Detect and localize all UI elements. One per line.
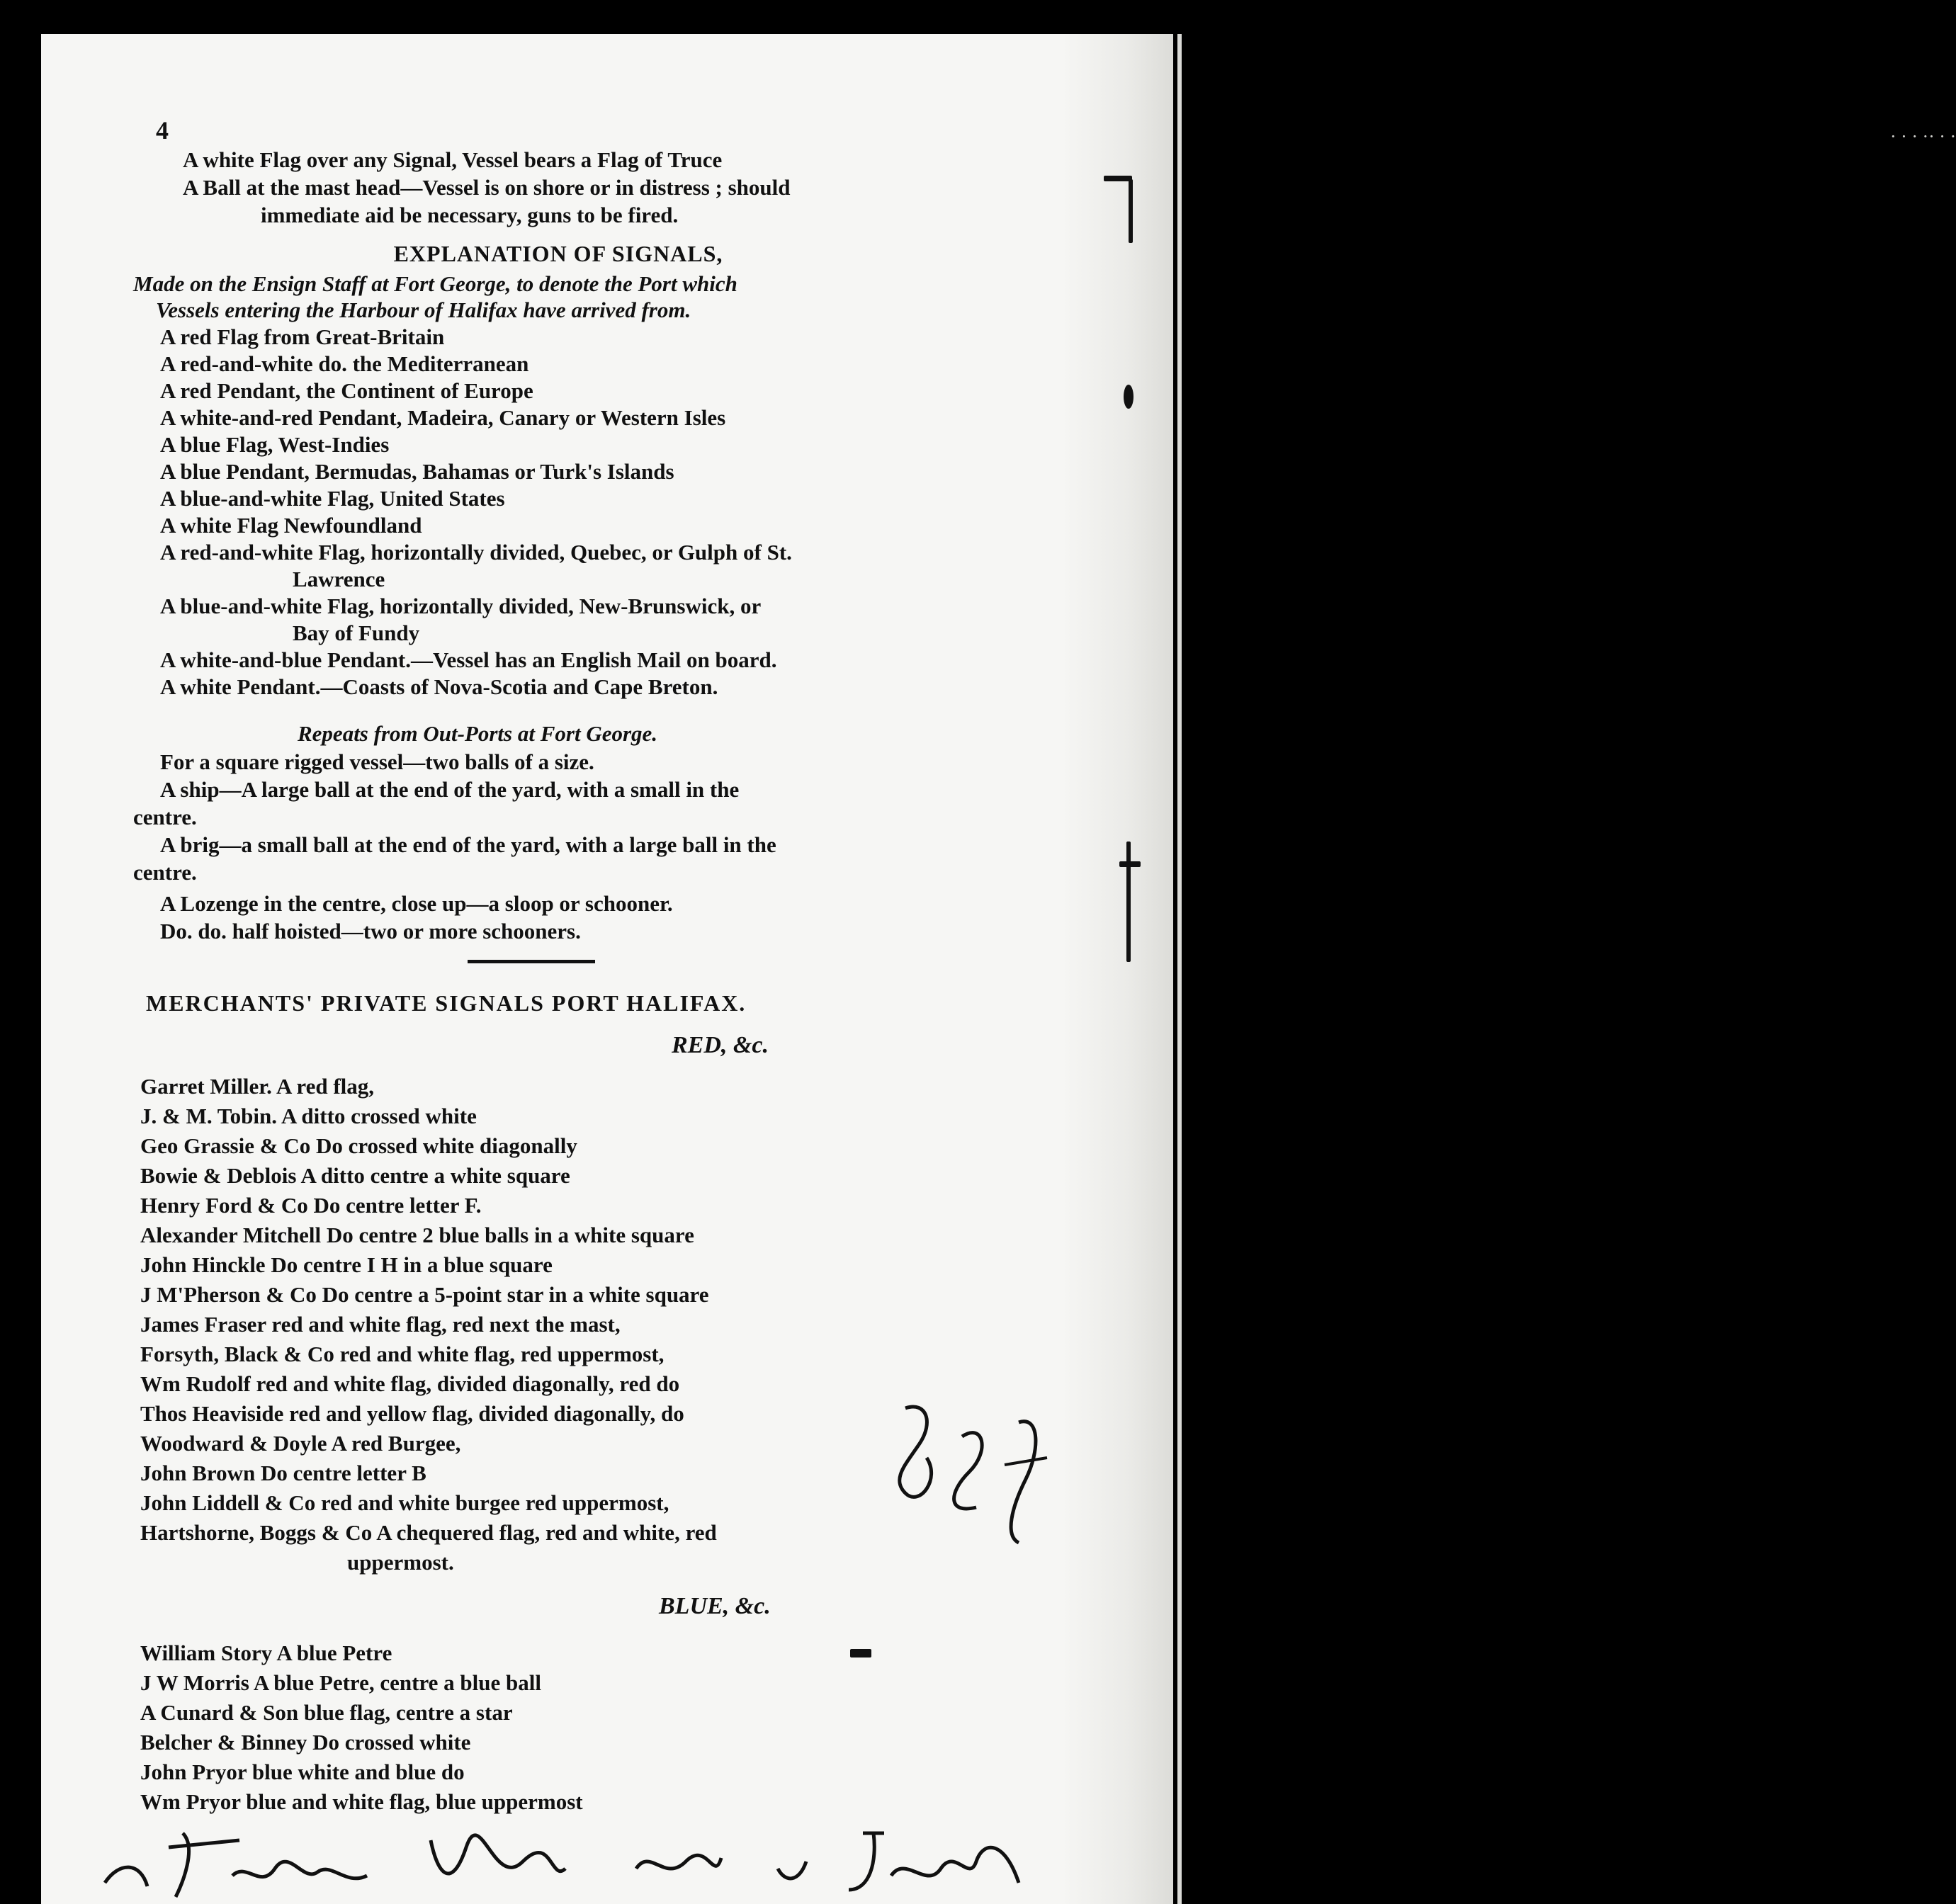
red-signal-4: Bowie & Deblois A ditto centre a white square <box>140 1163 570 1188</box>
red-signal-11: Wm Rudolf red and white flag, divided diagonally, red do <box>140 1371 680 1396</box>
red-signal-6: Alexander Mitchell Do centre 2 blue balls in a white square <box>140 1223 694 1247</box>
repeats-line-5: Do. do. half hoisted—two or more schooners. <box>160 919 581 944</box>
page-gutter-edge <box>1173 34 1177 1904</box>
blue-signal-1: William Story A blue Petre <box>140 1640 392 1665</box>
repeats-line-2: A ship—A large ball at the end of the yard, with a small in the <box>160 777 740 802</box>
ink-mark <box>1104 176 1132 181</box>
ink-mark <box>850 1649 871 1658</box>
intro-line-2: A Ball at the mast head—Vessel is on shore or in distress ; should <box>183 175 791 200</box>
intro-line-3: immediate aid be necessary, guns to be fired. <box>261 203 679 227</box>
repeats-line-3-cont: centre. <box>133 860 197 885</box>
red-signal-1: Garret Miller. A red flag, <box>140 1074 375 1099</box>
red-signal-5: Henry Ford & Co Do centre letter F. <box>140 1193 482 1218</box>
facing-page-edge <box>1061 34 1956 1904</box>
intro-line-1: A white Flag over any Signal, Vessel bears a Flag of Truce <box>183 147 723 172</box>
port-signal-4: A white-and-red Pendant, Madeira, Canary or Western Isles <box>160 405 726 430</box>
port-signal-1: A red Flag from Great-Britain <box>160 324 445 349</box>
red-signal-3: Geo Grassie & Co Do crossed white diagonally <box>140 1133 577 1158</box>
ink-mark <box>1126 842 1131 962</box>
red-heading: RED, &c. <box>672 1032 769 1058</box>
page-number: 4 <box>156 116 169 144</box>
repeats-line-1: For a square rigged vessel—two balls of a size. <box>160 749 594 774</box>
red-signal-9: James Fraser red and white flag, red next the mast, <box>140 1312 621 1337</box>
port-signal-6: A blue Pendant, Bermudas, Bahamas or Turk's Islands <box>160 459 674 484</box>
red-signal-15: John Liddell & Co red and white burgee red uppermost, <box>140 1490 669 1515</box>
explanation-subtitle-1: Made on the Ensign Staff at Fort George, to denote the Port which <box>133 271 737 296</box>
blue-signal-5: John Pryor blue white and blue do <box>140 1760 465 1784</box>
blue-heading: BLUE, &c. <box>659 1593 771 1619</box>
marginal-signature <box>877 1394 1061 1550</box>
repeats-line-4: A Lozenge in the centre, close up—a sloop or schooner. <box>160 891 673 916</box>
ink-mark <box>1119 861 1141 867</box>
blue-signal-4: Belcher & Binney Do crossed white <box>140 1730 471 1755</box>
red-signal-16: Hartshorne, Boggs & Co A chequered flag, red and white, red <box>140 1520 717 1545</box>
red-signal-16-cont: uppermost. <box>347 1550 454 1575</box>
port-signal-2: A red-and-white do. the Mediterranean <box>160 351 529 376</box>
bleed-through-text: · · · ·· · · <box>1890 126 1956 147</box>
bottom-signature <box>98 1819 1054 1904</box>
port-signal-7: A blue-and-white Flag, United States <box>160 486 505 511</box>
blue-signal-6: Wm Pryor blue and white flag, blue uppermost <box>140 1789 583 1814</box>
port-signal-8: A white Flag Newfoundland <box>160 513 422 538</box>
repeats-title: Repeats from Out-Ports at Fort George. <box>298 721 658 746</box>
red-signal-13: Woodward & Doyle A red Burgee, <box>140 1431 461 1456</box>
red-signal-8: J M'Pherson & Co Do centre a 5-point star in a white square <box>140 1282 709 1307</box>
port-signal-9-cont: Lawrence <box>293 567 385 591</box>
port-signal-10-cont: Bay of Fundy <box>293 620 420 645</box>
port-signal-5: A blue Flag, West-Indies <box>160 432 390 457</box>
red-signal-2: J. & M. Tobin. A ditto crossed white <box>140 1104 477 1128</box>
section-divider <box>468 960 595 963</box>
repeats-line-3: A brig—a small ball at the end of the yard, with a large ball in the <box>160 832 776 857</box>
red-signal-7: John Hinckle Do centre I H in a blue square <box>140 1252 553 1277</box>
port-signal-12: A white Pendant.—Coasts of Nova-Scotia and Cape Breton. <box>160 674 718 699</box>
merchants-title: MERCHANTS' PRIVATE SIGNALS PORT HALIFAX. <box>146 990 747 1016</box>
ink-mark <box>1129 179 1133 243</box>
repeats-line-2-cont: centre. <box>133 805 197 829</box>
explanation-title: EXPLANATION OF SIGNALS, <box>393 241 723 266</box>
red-signal-14: John Brown Do centre letter B <box>140 1461 426 1485</box>
port-signal-11: A white-and-blue Pendant.—Vessel has an English Mail on board. <box>160 647 777 672</box>
explanation-subtitle-2: Vessels entering the Harbour of Halifax have arrived from. <box>156 298 691 322</box>
port-signal-9: A red-and-white Flag, horizontally divided, Quebec, or Gulph of St. <box>160 540 792 565</box>
red-signal-10: Forsyth, Black & Co red and white flag, red uppermost, <box>140 1342 665 1366</box>
blue-signal-2: J W Morris A blue Petre, centre a blue ball <box>140 1670 541 1695</box>
red-signal-12: Thos Heaviside red and yellow flag, divided diagonally, do <box>140 1401 684 1426</box>
port-signal-3: A red Pendant, the Continent of Europe <box>160 378 533 403</box>
ink-mark <box>1124 385 1134 409</box>
document-page <box>41 34 1956 1904</box>
blue-signal-3: A Cunard & Son blue flag, centre a star <box>140 1700 513 1725</box>
port-signal-10: A blue-and-white Flag, horizontally divided, New-Brunswick, or <box>160 594 762 618</box>
